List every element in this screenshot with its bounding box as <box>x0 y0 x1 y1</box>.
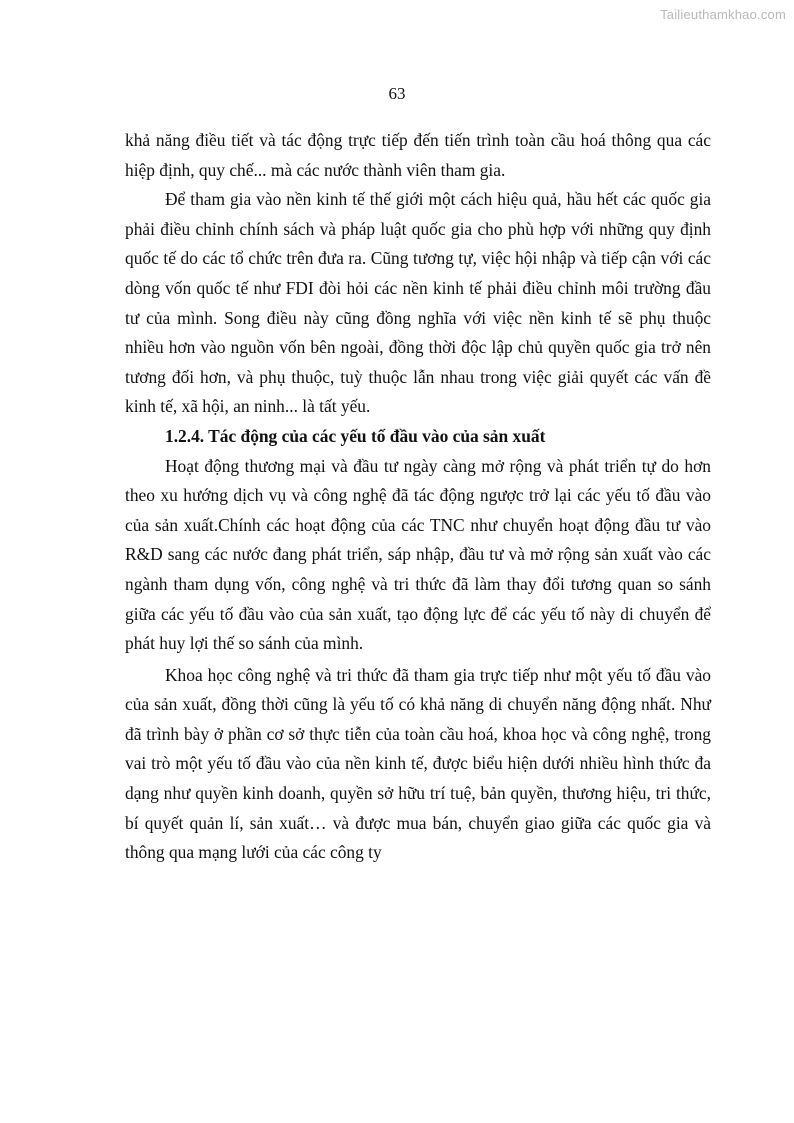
paragraph-integration: Để tham gia vào nền kinh tế thế giới một cách hiệu quả, hầu hết các quốc gia phải điều chỉnh chính sách và pháp luật quốc gia cho phù hợp với những quy định quốc tế do các tổ chức trên đưa ra. Cũng tương tự, việc hội nhập và tiếp cận với các dòng vốn quốc tế như FDI đòi hỏi các nền kinh tế phải điều chỉnh môi trường đầu tư của mình. Song điều này cũng đồng nghĩa với việc nền kinh tế sẽ phụ thuộc nhiều hơn vào nguồn vốn bên ngoài, đồng thời độc lập chủ quyền quốc gia trở nên tương đối hơn, và phụ thuộc, tuỳ thuộc lẫn nhau trong việc giải quyết các vấn đề kinh tế, xã hội, an ninh... là tất yếu. <box>125 189 711 417</box>
page-body <box>125 126 711 868</box>
page-number: 63 <box>388 84 406 103</box>
paragraph-science-technology: Khoa học công nghệ và tri thức đã tham gia trực tiếp như một yếu tố đầu vào của sản xuất, đồng thời cũng là yếu tố có khả năng di chuyển năng động nhất. Như đã trình bày ở phần cơ sở thực tiễn của toàn cầu hoá, khoa học và công nghệ, trong vai trò một yếu tố đầu vào của nền kinh tế, được biểu hiện dưới nhiều hình thức đa dạng như quyền kinh doanh, quyền sở hữu trí tuệ, bản quyền, thương hiệu, tri thức, bí quyết quản lí, sản xuất… và được mua bán, chuyển giao giữa các quốc gia và thông qua mạng lưới của các công ty <box>125 664 711 863</box>
section-heading: 1.2.4. Tác động của các yếu tố đầu vào của sản xuất <box>165 425 546 446</box>
paragraph-trade-investment: Hoạt động thương mại và đầu tư ngày càng mở rộng và phát triển tự do hơn theo xu hướng dịch vụ và công nghệ đã tác động ngược trở lại các yếu tố đầu vào của sản xuất.Chính các hoạt động của các TNC như chuyển hoạt động đầu tư vào R&D sang các nước đang phát triển, sáp nhập, đầu tư và mở rộng sản xuất vào các ngành tham dụng vốn, công nghệ và tri thức đã làm thay đổi tương quan so sánh giữa các yếu tố đầu vào của sản xuất, tạo động lực để các yếu tố này di chuyển để phát huy lợi thế so sánh của mình. <box>125 455 711 654</box>
paragraph-continued: khả năng điều tiết và tác động trực tiếp đến tiến trình toàn cầu hoá thông qua các hiệp định, quy chế... mà các nước thành viên tham gia. <box>125 130 711 180</box>
watermark: Tailieuthamkhao.com <box>660 7 786 22</box>
